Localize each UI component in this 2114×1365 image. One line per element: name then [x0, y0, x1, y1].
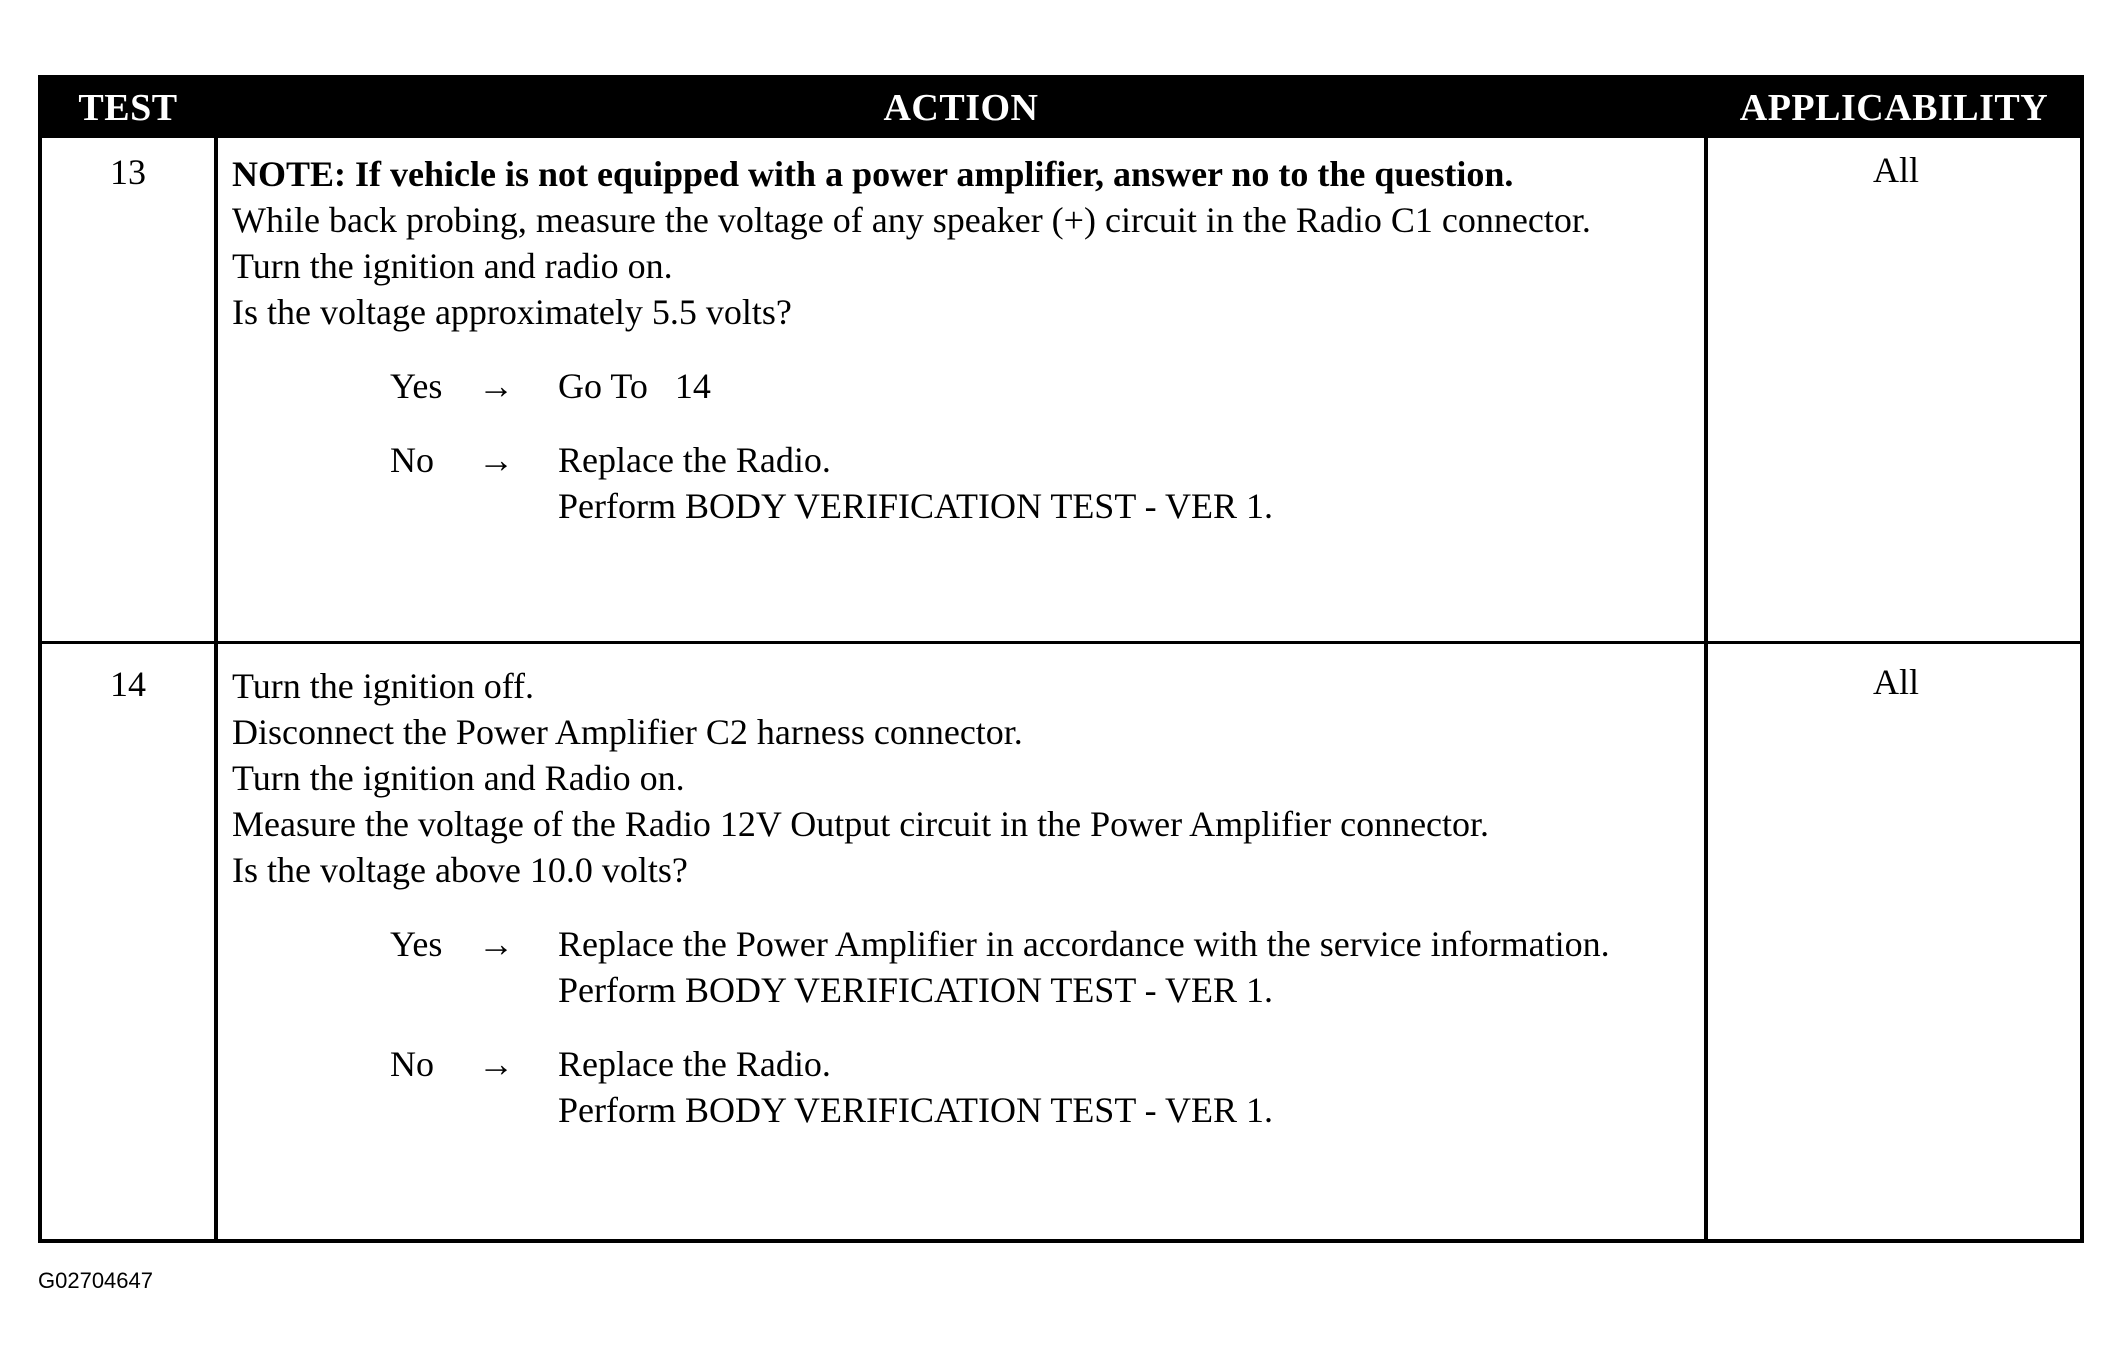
- question-text: Is the voltage above 10.0 volts?: [232, 850, 688, 890]
- no-label: No: [390, 1044, 434, 1084]
- applicability-13: All: [1872, 150, 1919, 190]
- yes-label: Yes: [390, 366, 443, 406]
- column-divider-test: [214, 138, 218, 1239]
- arrow-icon: →: [478, 440, 514, 480]
- arrow-icon: →: [478, 366, 514, 406]
- yes-result: [558, 363, 1688, 409]
- header-applicability: APPLICABILITY: [1739, 87, 2049, 129]
- instruction-line: Measure the voltage of the Radio 12V Output circuit in the Power Amplifier connector.: [232, 804, 1490, 844]
- yes-result: [558, 921, 1688, 1013]
- header-action: ACTION: [883, 87, 1039, 129]
- instruction-line: Disconnect the Power Amplifier C2 harness connector.: [232, 712, 1023, 752]
- instruction-line: Turn the ignition and Radio on.: [232, 758, 685, 798]
- instruction-line: Turn the ignition and radio on.: [232, 246, 673, 286]
- result-line: Replace the Power Amplifier in accordance with the service information.: [558, 924, 1610, 964]
- diagnostic-test-table: [38, 75, 2084, 1243]
- answer-no: [390, 1041, 1688, 1133]
- yes-label: Yes: [390, 924, 443, 964]
- result-line: Go To 14: [558, 366, 711, 406]
- instruction-line: While back probing, measure the voltage of any speaker (+) circuit in the Radio C1 connector.: [232, 200, 1591, 240]
- answer-no: [390, 437, 1688, 529]
- no-result: [558, 1041, 1688, 1133]
- instruction-line: Turn the ignition off.: [232, 666, 535, 706]
- arrow-icon: →: [478, 1044, 514, 1084]
- result-line: Replace the Radio.: [558, 440, 831, 480]
- arrow-icon: →: [478, 924, 514, 964]
- result-line: Perform BODY VERIFICATION TEST - VER 1.: [558, 486, 1274, 526]
- applicability-14: All: [1872, 662, 1919, 702]
- result-line: Perform BODY VERIFICATION TEST - VER 1.: [558, 1090, 1274, 1130]
- action-cell-14: [232, 663, 1688, 1133]
- test-number-14: 14: [110, 664, 146, 704]
- result-line: Perform BODY VERIFICATION TEST - VER 1.: [558, 970, 1274, 1010]
- figure-id: G02704647: [38, 1268, 153, 1293]
- question-text: Is the voltage approximately 5.5 volts?: [232, 292, 792, 332]
- no-label: No: [390, 440, 434, 480]
- no-result: [558, 437, 1688, 529]
- table-header: [42, 79, 2080, 138]
- action-cell-13: [232, 151, 1688, 529]
- result-line: Replace the Radio.: [558, 1044, 831, 1084]
- row-divider: [42, 641, 2080, 644]
- note-text: NOTE: If vehicle is not equipped with a power amplifier, answer no to the question.: [232, 154, 1514, 194]
- answer-yes: [390, 363, 1688, 409]
- header-test: TEST: [78, 87, 178, 129]
- answer-yes: [390, 921, 1688, 1013]
- test-number-13: 13: [110, 152, 146, 192]
